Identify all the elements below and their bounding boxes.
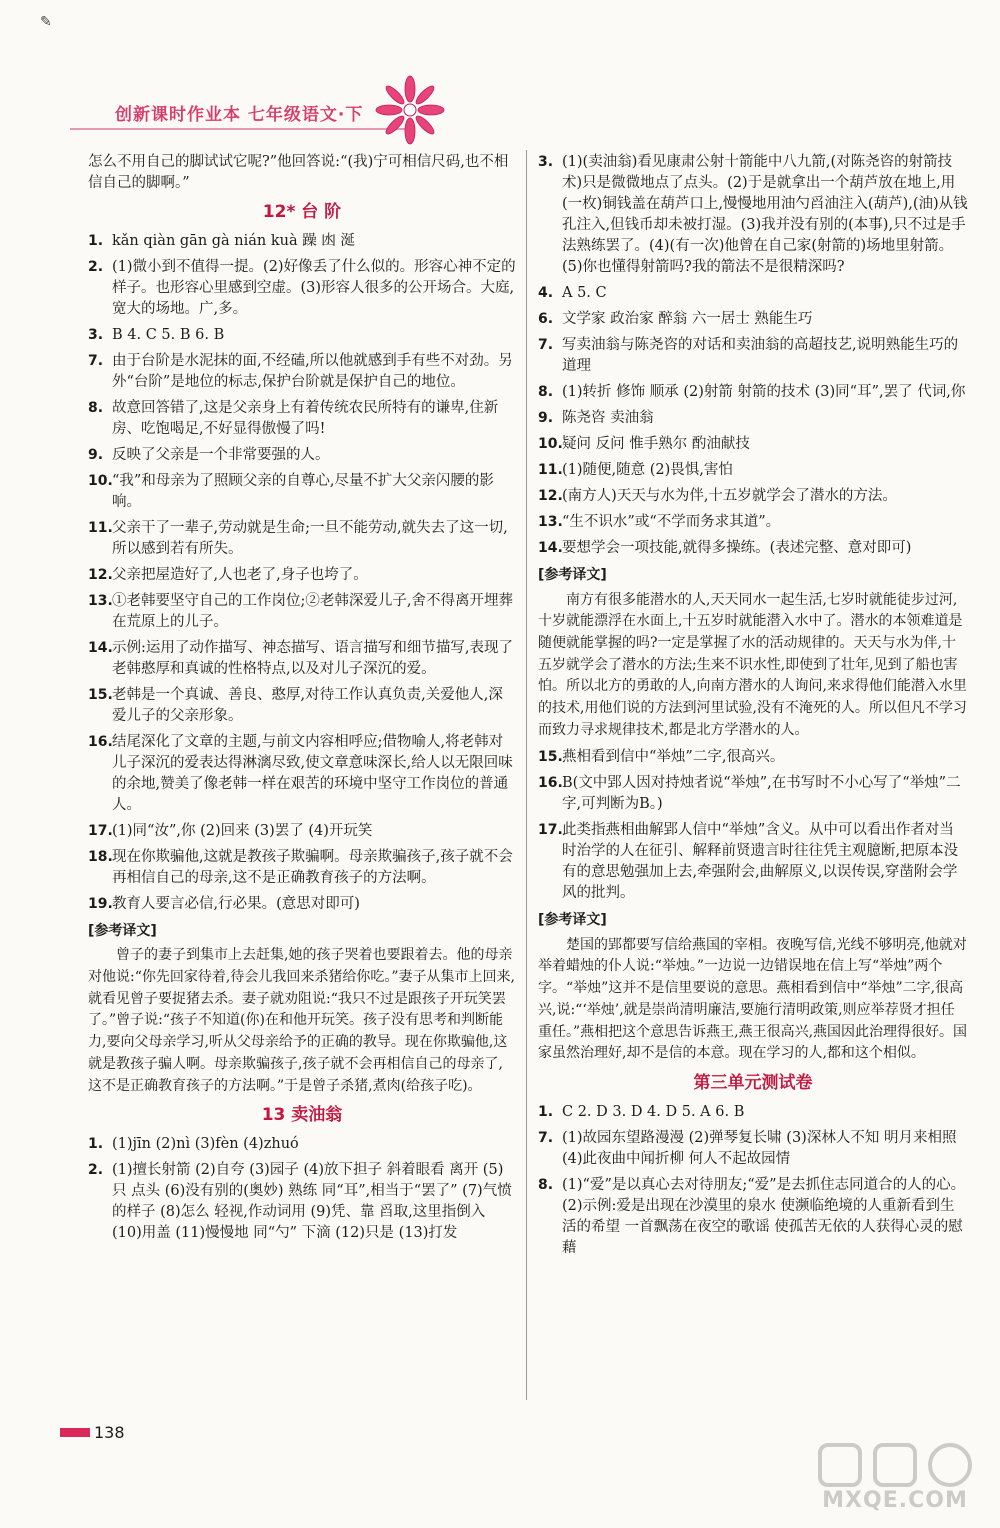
answer-item: 11. 父亲干了一辈子,劳动就是生命;一旦不能劳动,就失去了这一切,所以感到若有所失。 <box>88 519 508 557</box>
answer-item: 12. 父亲把屋造好了,人也老了,身子也垮了。 <box>88 566 368 583</box>
answer-item: 7. (1)故园东望路漫漫 (2)弹琴复长啸 (3)深林人不知 明月来相照 (4)此夜曲中闻折柳 何人不起故园情 <box>538 1129 957 1167</box>
answer-item: 14. 要想学会一项技能,就得多操练。(表述完整、意对即可) <box>538 540 912 557</box>
reference-translation-label: [参考译文] <box>88 923 157 940</box>
right-column <box>538 152 968 1264</box>
answer-item: 16. 结尾深化了文章的主题,与前文内容相呼应;借物喻人,将老韩对儿子深沉的爱表达得淋漓尽致,使文章意味深长,给人以无限回味的余地,赞美了像老韩一样在艰苦的环境中坚守工作岗位的普通人。 <box>88 734 513 814</box>
answer-item: 8. 故意回答错了,这是父亲身上有着传统农民所特有的谦卑,住新房、吃饱喝足,不好显得傲慢了吗! <box>88 399 499 437</box>
page-header <box>0 0 1000 150</box>
answer-item: 17. 此类指燕相曲解郢人信中“举烛”含义。从中可以看出作者对当时治学的人在征引、解释前贤遗言时往往凭主观臆断,把原本没有的意思勉强加上去,牵强附会,曲解原义,以误传误,穿凿附会学风的批判。 <box>538 822 959 902</box>
book-title: 创新课时作业本 七年级语文·下 <box>115 105 364 125</box>
answer-item: 3. B 4. C 5. B 6. B <box>88 326 225 343</box>
watermark-logo-icon <box>810 1440 980 1490</box>
section-title-unit-test: 第三单元测试卷 <box>693 1072 813 1093</box>
reference-translation-label: [参考译文] <box>538 912 607 929</box>
page-number-text: 138 <box>94 1423 125 1442</box>
corner-mark: ✎ <box>40 14 52 30</box>
header-rule <box>70 128 410 130</box>
answer-item: 14. 示例:运用了动作描写、神态描写、语言描写和细节描写,表现了老韩憨厚和真诚的性格特点,以及对儿子深沉的爱。 <box>88 639 513 677</box>
lesson12-answers <box>88 231 516 915</box>
intro-text: 怎么不用自己的脚试试它呢?”他回答说:“(我)宁可相信尺码,也不相信自己的脚啊。” <box>88 154 509 192</box>
answer-item: 9. 陈尧咨 卖油翁 <box>538 410 654 427</box>
watermark <box>810 1440 980 1520</box>
answer-item: 8. (1)“爱”是以真心去对待朋友;“爱”是去抓住志同道合的人的心。(2)示例:爱是出现在沙漠里的泉水 使濒临绝境的人重新看到生活的希望 一首飘荡在夜空的歌谣 使孤苦无依的人获得心灵的慰藉 <box>538 1176 966 1256</box>
answer-item: 2. (1)微小到不值得一提。(2)好像丢了什么似的。形容心神不定的样子。也形容心里感到空虚。(3)形容人很多的公开场合。大庭,宽大的场地。广,多。 <box>88 258 516 317</box>
answer-item: 18. 现在你欺骗他,这就是教孩子欺骗啊。母亲欺骗孩子,孩子就不会再相信自己的母亲,这不是正确教育孩子的方法啊。 <box>88 849 513 887</box>
watermark-text: MXQE.COM <box>822 1488 968 1513</box>
reference-translation-label: [参考译文] <box>538 567 607 584</box>
answer-item: 12. (南方人)天天与水为伴,十五岁就学会了潜水的方法。 <box>538 488 897 505</box>
answer-item: 10. 疑问 反问 惟手熟尔 酌油献技 <box>538 436 750 453</box>
section-title-lesson13: 13 卖油翁 <box>261 1105 343 1126</box>
answer-item: 9. 反映了父亲是一个非常要强的人。 <box>88 446 330 463</box>
answer-item: 7. 由于台阶是水泥抹的面,不经磕,所以他就感到手有些不对劲。另外“台阶”是地位的标志,保护台阶就是保护自己的地位。 <box>88 352 513 390</box>
reference-translation: 楚国的郢都要写信给燕国的宰相。夜晚写信,光线不够明亮,他就对举着蜡烛的仆人说:“举烛。”一边说一边错误地在信上写“举烛”两个字。“举烛”这并不是信里要说的意思。燕相看到信中“举烛”二字,很高兴,说:“‘举烛’,就是崇尚清明廉洁,要施行清明政策,则应举荐贤才担任重任。”燕相把这个意思告诉燕王,燕王很高兴,燕国因此治理得很好。国家虽然治理好,却不是信的本意。现在学习的人,都和这个相似。 <box>538 936 968 1062</box>
answer-item: 8. (1)转折 修饰 顺承 (2)射箭 射箭的技术 (3)同“耳”,罢了 代词,你 <box>538 384 966 401</box>
answer-item: 15. 燕相看到信中“举烛”二字,很高兴。 <box>538 749 785 766</box>
answer-item: 7. 写卖油翁与陈尧咨的对话和卖油翁的高超技艺,说明熟能生巧的道理 <box>538 337 959 375</box>
answer-item: 1. kǎn qiàn gān gà nián kuà 躁 凼 涎 <box>88 232 355 249</box>
answer-item: 4. A 5. C <box>538 285 607 302</box>
page-number <box>60 1423 125 1442</box>
answer-item: 13. “生不识水”或“不学而务求其道”。 <box>538 514 781 531</box>
answer-item: 16. B(文中郢人因对持烛者说“举烛”,在书写时不小心写了“举烛”二字,可判断为B。) <box>538 775 961 813</box>
flower-icon <box>375 75 445 145</box>
left-column <box>88 152 516 1249</box>
page-number-bar <box>60 1428 90 1437</box>
column-divider <box>526 150 527 1400</box>
answer-item: 1. (1)jīn (2)nì (3)fèn (4)zhuó <box>88 1135 299 1152</box>
answer-item: 2. (1)擅长射箭 (2)自夸 (3)园子 (4)放下担子 斜着眼看 离开 (5)只 点头 (6)没有别的(奥妙) 熟练 同“耳”,相当于“罢了” (7)气愤的样子 (8)怎么 轻视,作动词用 (9)凭、靠 舀取,这里指倒入 (10)用盖 (11)慢慢地 同“勺” 下滴 (12)只是 (13)打发 <box>88 1161 512 1241</box>
section-title-lesson12: 12* 台 阶 <box>262 202 342 223</box>
answer-item: 10. “我”和母亲为了照顾父亲的自尊心,尽量不扩大父亲闪腰的影响。 <box>88 472 494 510</box>
reference-translation: 曾子的妻子到集市上去赶集,她的孩子哭着也要跟着去。他的母亲对他说:“你先回家待着,待会儿我回来杀猪给你吃。”妻子从集市上回来,就看见曾子要捉猪去杀。妻子就劝阻说:“我只不过是跟孩子开玩笑罢了。”曾子说:“孩子不知道(你)在和他开玩笑。孩子没有思考和判断能力,要向父母亲学习,听从父母亲给予的正确的教导。现在你欺骗他,这就是教孩子骗人啊。母亲欺骗孩子,孩子就不会再相信自己的母亲了,这不是正确教育孩子的方法啊。”于是曾子杀猪,煮肉(给孩子吃)。 <box>88 947 515 1094</box>
answer-item: 17. (1)同“汝”,你 (2)回来 (3)罢了 (4)开玩笑 <box>88 823 373 840</box>
answer-item: 19. 教育人要言必信,行必果。(意思对即可) <box>88 896 360 913</box>
answer-item: 6. 文学家 政治家 醉翁 六一居士 熟能生巧 <box>538 311 813 328</box>
answer-item: 1. C 2. D 3. D 4. D 5. A 6. B <box>538 1103 745 1120</box>
reference-translation: 南方有很多能潜水的人,天天同水一起生活,七岁时就能徒步过河,十岁就能漂浮在水面上,十五岁时就能潜入水中了。潜水的本领难道是随便就能掌握的吗?一定是掌握了水的活动规律的。天天与水为伴,十五岁就学会了潜水的方法;生来不识水性,即使到了壮年,见到了船也害怕。所以北方的勇敢的人,向南方潜水的人询问,来求得他们能潜入水里的技术,用他们说的方法到河里试验,没有不淹死的人。所以但凡不学习而致力寻求规律技术,都是北方学潜水的人。 <box>538 591 967 738</box>
answer-item: 3. (1)(卖油翁)看见康肃公射十箭能中八九箭,(对陈尧咨的射箭技术)只是微微地点了点头。(2)于是就拿出一个葫芦放在地上,用(一枚)铜钱盖在葫芦口上,慢慢地用油勺舀油注入(葫芦),(油)从钱孔注入,但钱币却未被打湿。(3)我并没有别的(本事),只不过是手法熟练罢了。(4)(有一次)他曾在自己家(射箭的)场地里射箭。(5)你也懂得射箭吗?我的箭法不是很精深吗? <box>538 154 968 276</box>
answer-item: 15. 老韩是一个真诚、善良、憨厚,对待工作认真负责,关爱他人,深爱儿子的父亲形象。 <box>88 686 503 724</box>
answer-item: 11. (1)随便,随意 (2)畏惧,害怕 <box>538 462 733 479</box>
answer-item: 13. ①老韩要坚守自己的工作岗位;②老韩深爱儿子,舍不得离开埋葬在荒原上的儿子。 <box>88 592 513 630</box>
